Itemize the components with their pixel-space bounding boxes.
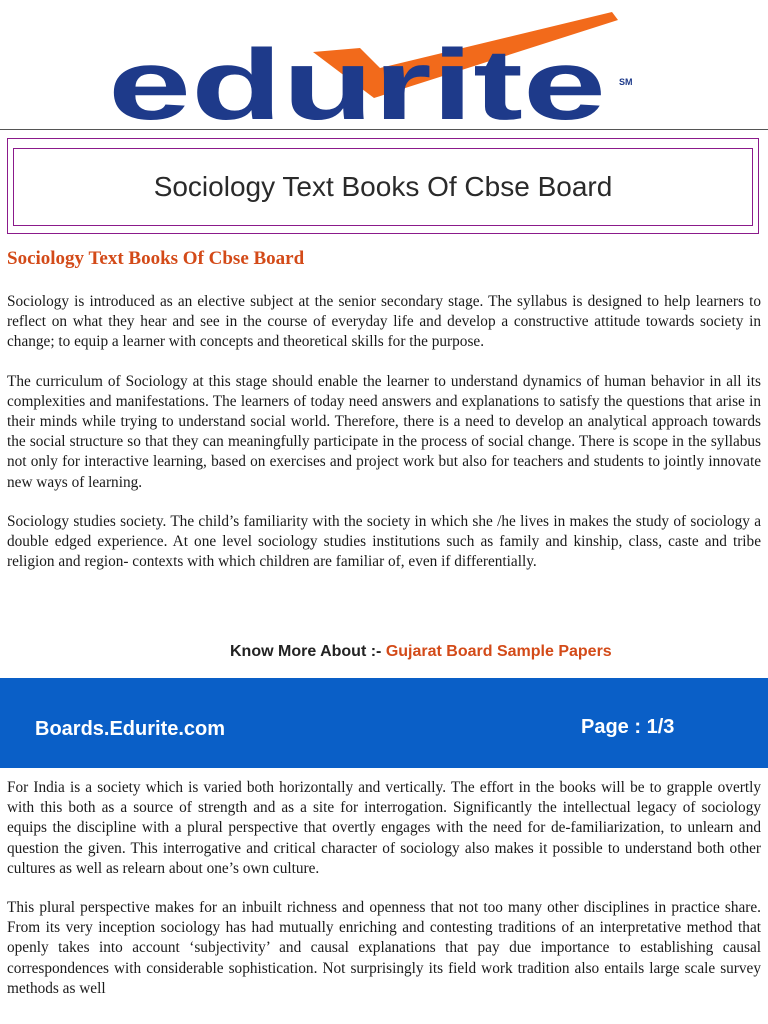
- page-title: Sociology Text Books Of Cbse Board: [153, 171, 613, 202]
- paragraph: This plural perspective makes for an inbuilt richness and openness that not too many other disciplines in practice share. From its very inception sociology has had mutually enriching and contesting traditions of an interpretative method that openly takes into account ‘subjectivity’ and causal explanations that pay due importance to establishing causal correspondences with considerable sophistication. Not surprisingly its field work tradition also entails large scale survey methods as well: [7, 899, 761, 997]
- know-more-label: Know More About :-: [230, 643, 382, 660]
- logo-wordmark: edurite: [108, 29, 606, 124]
- logo-service-mark: SM: [619, 77, 633, 87]
- paragraph: For India is a society which is varied both horizontally and vertically. The effort in the books will be to grapple overtly with this both as a source of strength and as a site for interrogation. Significantly the intellectual legacy of sociology equips the discipline with a plural perspective that overtly engages with the need for de-familiarization, to unlearn and question the given. This interrogative and critical character of sociology also makes it possible to understand both other cultures as well as relearn about one’s own culture.: [7, 779, 761, 877]
- article-heading: Sociology Text Books Of Cbse Board: [7, 248, 305, 269]
- title-banner-inner: [13, 148, 753, 226]
- footer-site-link[interactable]: Boards.Edurite.com: [35, 718, 226, 740]
- logo-graphic: [108, 6, 646, 124]
- header-divider: [0, 129, 768, 130]
- page-indicator: Page : 1/3: [581, 716, 675, 738]
- title-banner: [7, 138, 759, 234]
- know-more-line: [230, 643, 612, 661]
- paragraph: Sociology is introduced as an elective subject at the senior secondary stage. The syllabus is designed to help learners to reflect on what they hear and see in the course of everyday life and develop a constructive attitude towards society in change; to equip a learner with concepts and theoretical skills for the purpose.: [7, 293, 761, 351]
- paragraph: The curriculum of Sociology at this stage should enable the learner to understand dynamics of human behavior in all its complexities and manifestations. The learners of today need answers and explanations to satisfy the questions that arise in their minds while trying to understand social world. Therefore, there is a need to develop an analytical approach towards the social structure so that they can meaningfully participate in the process of social change. There is scope in the syllabus not only for interactive learning, based on exercises and project work but also for teachers and students to jointly innovate new ways of learning.: [7, 372, 761, 491]
- edurite-logo: [108, 6, 646, 124]
- know-more-link[interactable]: Gujarat Board Sample Papers: [385, 643, 612, 660]
- continuation-body: [7, 778, 761, 1018]
- paragraph: Sociology studies society. The child’s familiarity with the society in which she /he lives in makes the study of sociology a double edged experience. At one level sociology studies institutions such as family and kinship, class, caste and tribe religion and region- contexts with which children are familiar of, even if differentially.: [7, 512, 761, 571]
- article-body: [7, 292, 761, 591]
